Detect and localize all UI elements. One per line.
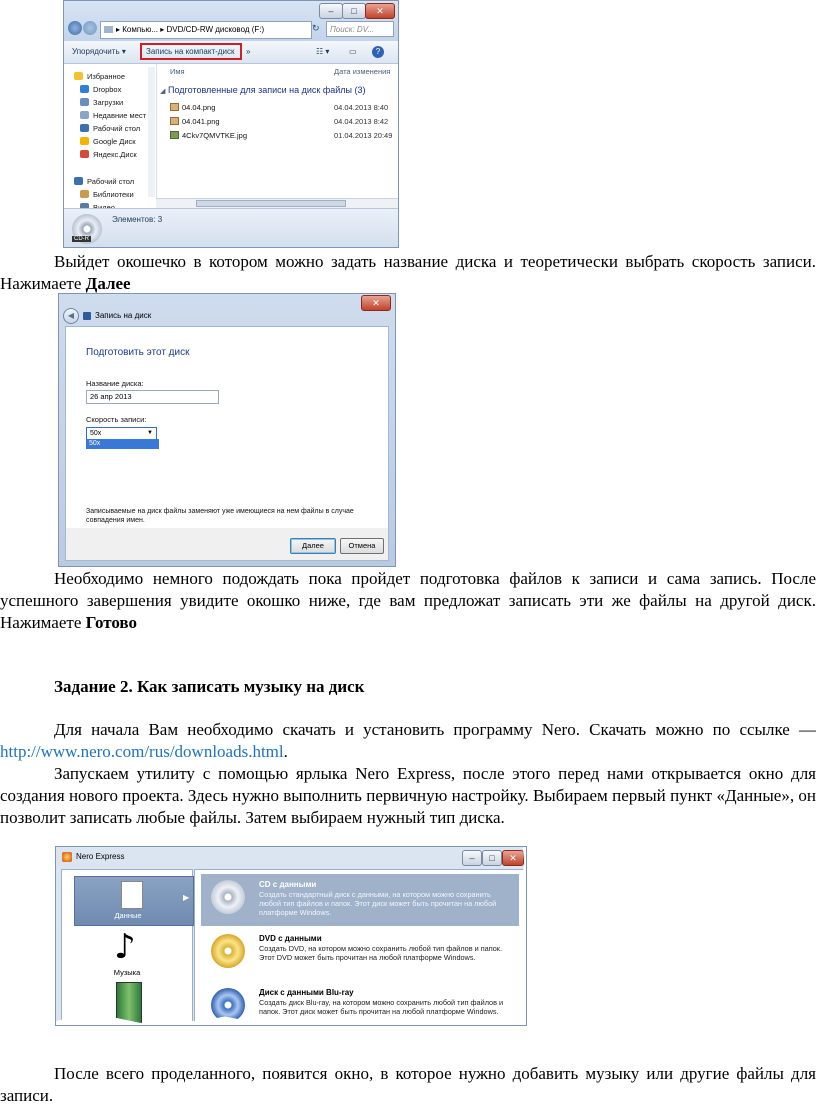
forward-icon[interactable] [83,21,97,35]
nero-download-link[interactable]: http://www.nero.com/rus/downloads.html [0,742,284,761]
disc-type-list [194,869,526,1026]
column-header-name[interactable]: Имя [170,67,185,76]
close-button[interactable]: ✕ [502,850,524,866]
paragraph-text: Для начала Вам необходимо скачать и установить программу Nero. Скачать можно по ссылке — [54,720,816,739]
address-segment[interactable]: DVD/CD-RW дисковод (F:) [166,25,265,34]
refresh-icon[interactable]: ↻ [312,23,320,33]
chevron-right-icon: ▶ [183,893,190,902]
paragraph-3 [0,719,816,763]
scroll-thumb[interactable] [196,200,346,207]
nav-google-drive[interactable]: Google Диск [80,137,136,147]
file-date: 04.04.2013 8:42 [334,117,389,126]
item-description: Создать стандартный диск с данными, на котором можно сохранить любой тип файлов и папок. Этот диск может быть прочитан на любой платформе Windows. [259,890,497,917]
command-bar [64,41,398,64]
window-title: Nero Express [76,852,125,861]
address-segment[interactable]: Компью... [122,25,159,34]
file-date: 04.04.2013 8:40 [334,103,389,112]
yandex-disk-icon [80,150,89,158]
wizard-heading: Подготовить этот диск [86,347,190,358]
nero-logo-icon [62,852,72,862]
category-label: Данные [114,911,142,920]
overwrite-note: Записываемые на диск файлы заменяют уже имеющиеся на нем файлы в случае совпадения имен. [86,508,354,524]
document-icon [121,881,143,909]
disc-name-input[interactable]: 26 апр 2013 [86,390,219,404]
next-button[interactable]: Далее [290,538,336,554]
file-date: 01.04.2013 20:49 [334,131,393,140]
explorer-titlebar [64,1,398,41]
disc-label: CD-R [74,236,89,242]
maximize-button[interactable]: □ [342,3,366,19]
navigation-pane [64,64,157,214]
download-icon [80,98,89,106]
close-button[interactable]: ✕ [361,295,391,311]
back-icon[interactable]: ◀ [63,308,79,324]
recent-icon [80,111,89,119]
list-item[interactable]: 4Ckv7QMVTKE.jpg [170,131,247,140]
address-bar[interactable]: ▸ Компью... ▸ DVD/CD-RW дисковод (F:) [100,21,312,39]
star-icon [74,72,83,80]
view-icon[interactable]: ☷ ▾ [316,47,330,56]
nav-favorites[interactable]: Избранное [74,72,125,82]
collapse-icon[interactable]: ◢ [160,88,166,95]
paragraph-5: После всего проделанного, появится окно, в которое нужно добавить музыку или другие файлы для записи. [0,1064,816,1105]
section-heading: Задание 2. Как записать музыку на диск [54,677,365,696]
category-sidebar [61,869,193,1026]
list-item[interactable]: 04.04.png [170,103,215,112]
wizard-footer [65,528,389,561]
speed-label: Скорость записи: [86,415,147,424]
paragraph-text: Выйдет окошечко в котором можно задать название диска и теоретически выбрать скорость записи. Нажимаете [0,252,816,293]
nav-desktop[interactable]: Рабочий стол [80,124,140,134]
category-music[interactable] [74,928,180,978]
item-description: Создать диск Blu-ray, на котором можно сохранить любой тип файлов и папок. Этот диск может быть прочитан на любой платформе Windows. [259,998,504,1016]
close-button[interactable]: ✕ [365,3,395,19]
cancel-button[interactable]: Отмена [340,538,384,554]
library-icon [80,190,89,198]
category-data[interactable] [74,876,194,926]
more-button[interactable]: » [246,47,251,56]
video-film-icon [116,982,142,1024]
category-label: Музыка [113,968,141,977]
preview-pane-icon[interactable]: ▭ [349,47,357,56]
bluray-icon [211,988,245,1022]
search-input[interactable]: Поиск: DV... [326,21,394,37]
cd-icon [211,880,245,914]
paragraph-1 [0,251,816,295]
minimize-button[interactable]: – [462,850,482,866]
dvd-icon [211,934,245,968]
chevron-down-icon: ▼ [147,430,153,436]
nav-downloads[interactable]: Загрузки [80,98,123,108]
list-item[interactable] [201,928,519,980]
burn-to-disc-button[interactable]: Запись на компакт-диск [140,43,242,60]
nav-recent[interactable]: Недавние мест [80,111,146,121]
nero-express-screenshot [55,846,527,1026]
item-title: DVD с данными [259,934,322,943]
maximize-button[interactable]: □ [482,850,502,866]
file-group-label[interactable]: Подготовленные для записи на диск файлы (3) [168,85,366,95]
explorer-screenshot [63,0,399,248]
image-file-icon [170,103,179,111]
list-item[interactable]: 04.041.png [170,117,220,126]
list-item[interactable] [201,874,519,926]
item-title: Диск с данными Blu-ray [259,988,354,997]
paragraph-2 [0,568,816,634]
nav-dropbox[interactable]: Dropbox [80,85,121,95]
paragraph-4: Запускаем утилиту с помощью ярлыка Nero Express, после этого перед нами открывается окно для создания нового проекта. Здесь нужно выполнить первичную настройку. Выбираем первый пункт «Данные», он позволит записать любые файлы. Затем выбираем нужный тип диска. [0,764,816,827]
nav-yandex-disk[interactable]: Яндекс.Диск [80,150,137,160]
speed-option[interactable]: 50x [86,439,159,449]
desktop-icon [80,124,89,132]
wizard-body [65,326,389,530]
google-drive-icon [80,137,89,145]
wizard-title: Запись на диск [95,311,152,320]
nav-desktop-root[interactable]: Рабочий стол [74,177,134,187]
nav-libraries[interactable]: Библиотеки [80,190,134,200]
help-icon[interactable]: ? [372,46,384,58]
item-title: CD с данными [259,880,317,889]
paragraph-text: Необходимо немного подождать пока пройдет подготовка файлов к записи и сама запись. После успешного завершения увидите окошко ниже, где вам предложат записать эти же файлы на другой диск. Нажимаете [0,569,816,632]
speed-selected-value: 50x [90,430,102,437]
status-bar [64,208,398,248]
disc-name-label: Название диска: [86,379,144,388]
dropbox-icon [80,85,89,93]
item-count: Элементов: 3 [112,215,163,224]
image-file-icon [170,131,179,139]
minimize-button[interactable]: – [319,3,343,19]
desktop-icon [74,177,83,185]
organize-button[interactable]: Упорядочить ▾ [72,47,126,56]
disc-burner-icon [83,312,91,320]
back-icon[interactable] [68,21,82,35]
paragraph-text: . [283,742,288,761]
bold-word: Готово [85,613,137,632]
folder-icon [104,26,113,33]
list-item[interactable] [201,982,519,1026]
nav-scrollbar[interactable] [148,67,155,197]
image-file-icon [170,117,179,125]
item-description: Создать DVD, на котором можно сохранить любой тип файлов и папок. Этот DVD может быть прочитан на любой платформе Windows. [259,944,502,962]
burn-wizard-screenshot [58,293,396,567]
bold-word: Далее [85,274,131,293]
column-header-date[interactable]: Дата изменения [334,67,391,76]
music-note-icon: ♪ [114,927,136,967]
